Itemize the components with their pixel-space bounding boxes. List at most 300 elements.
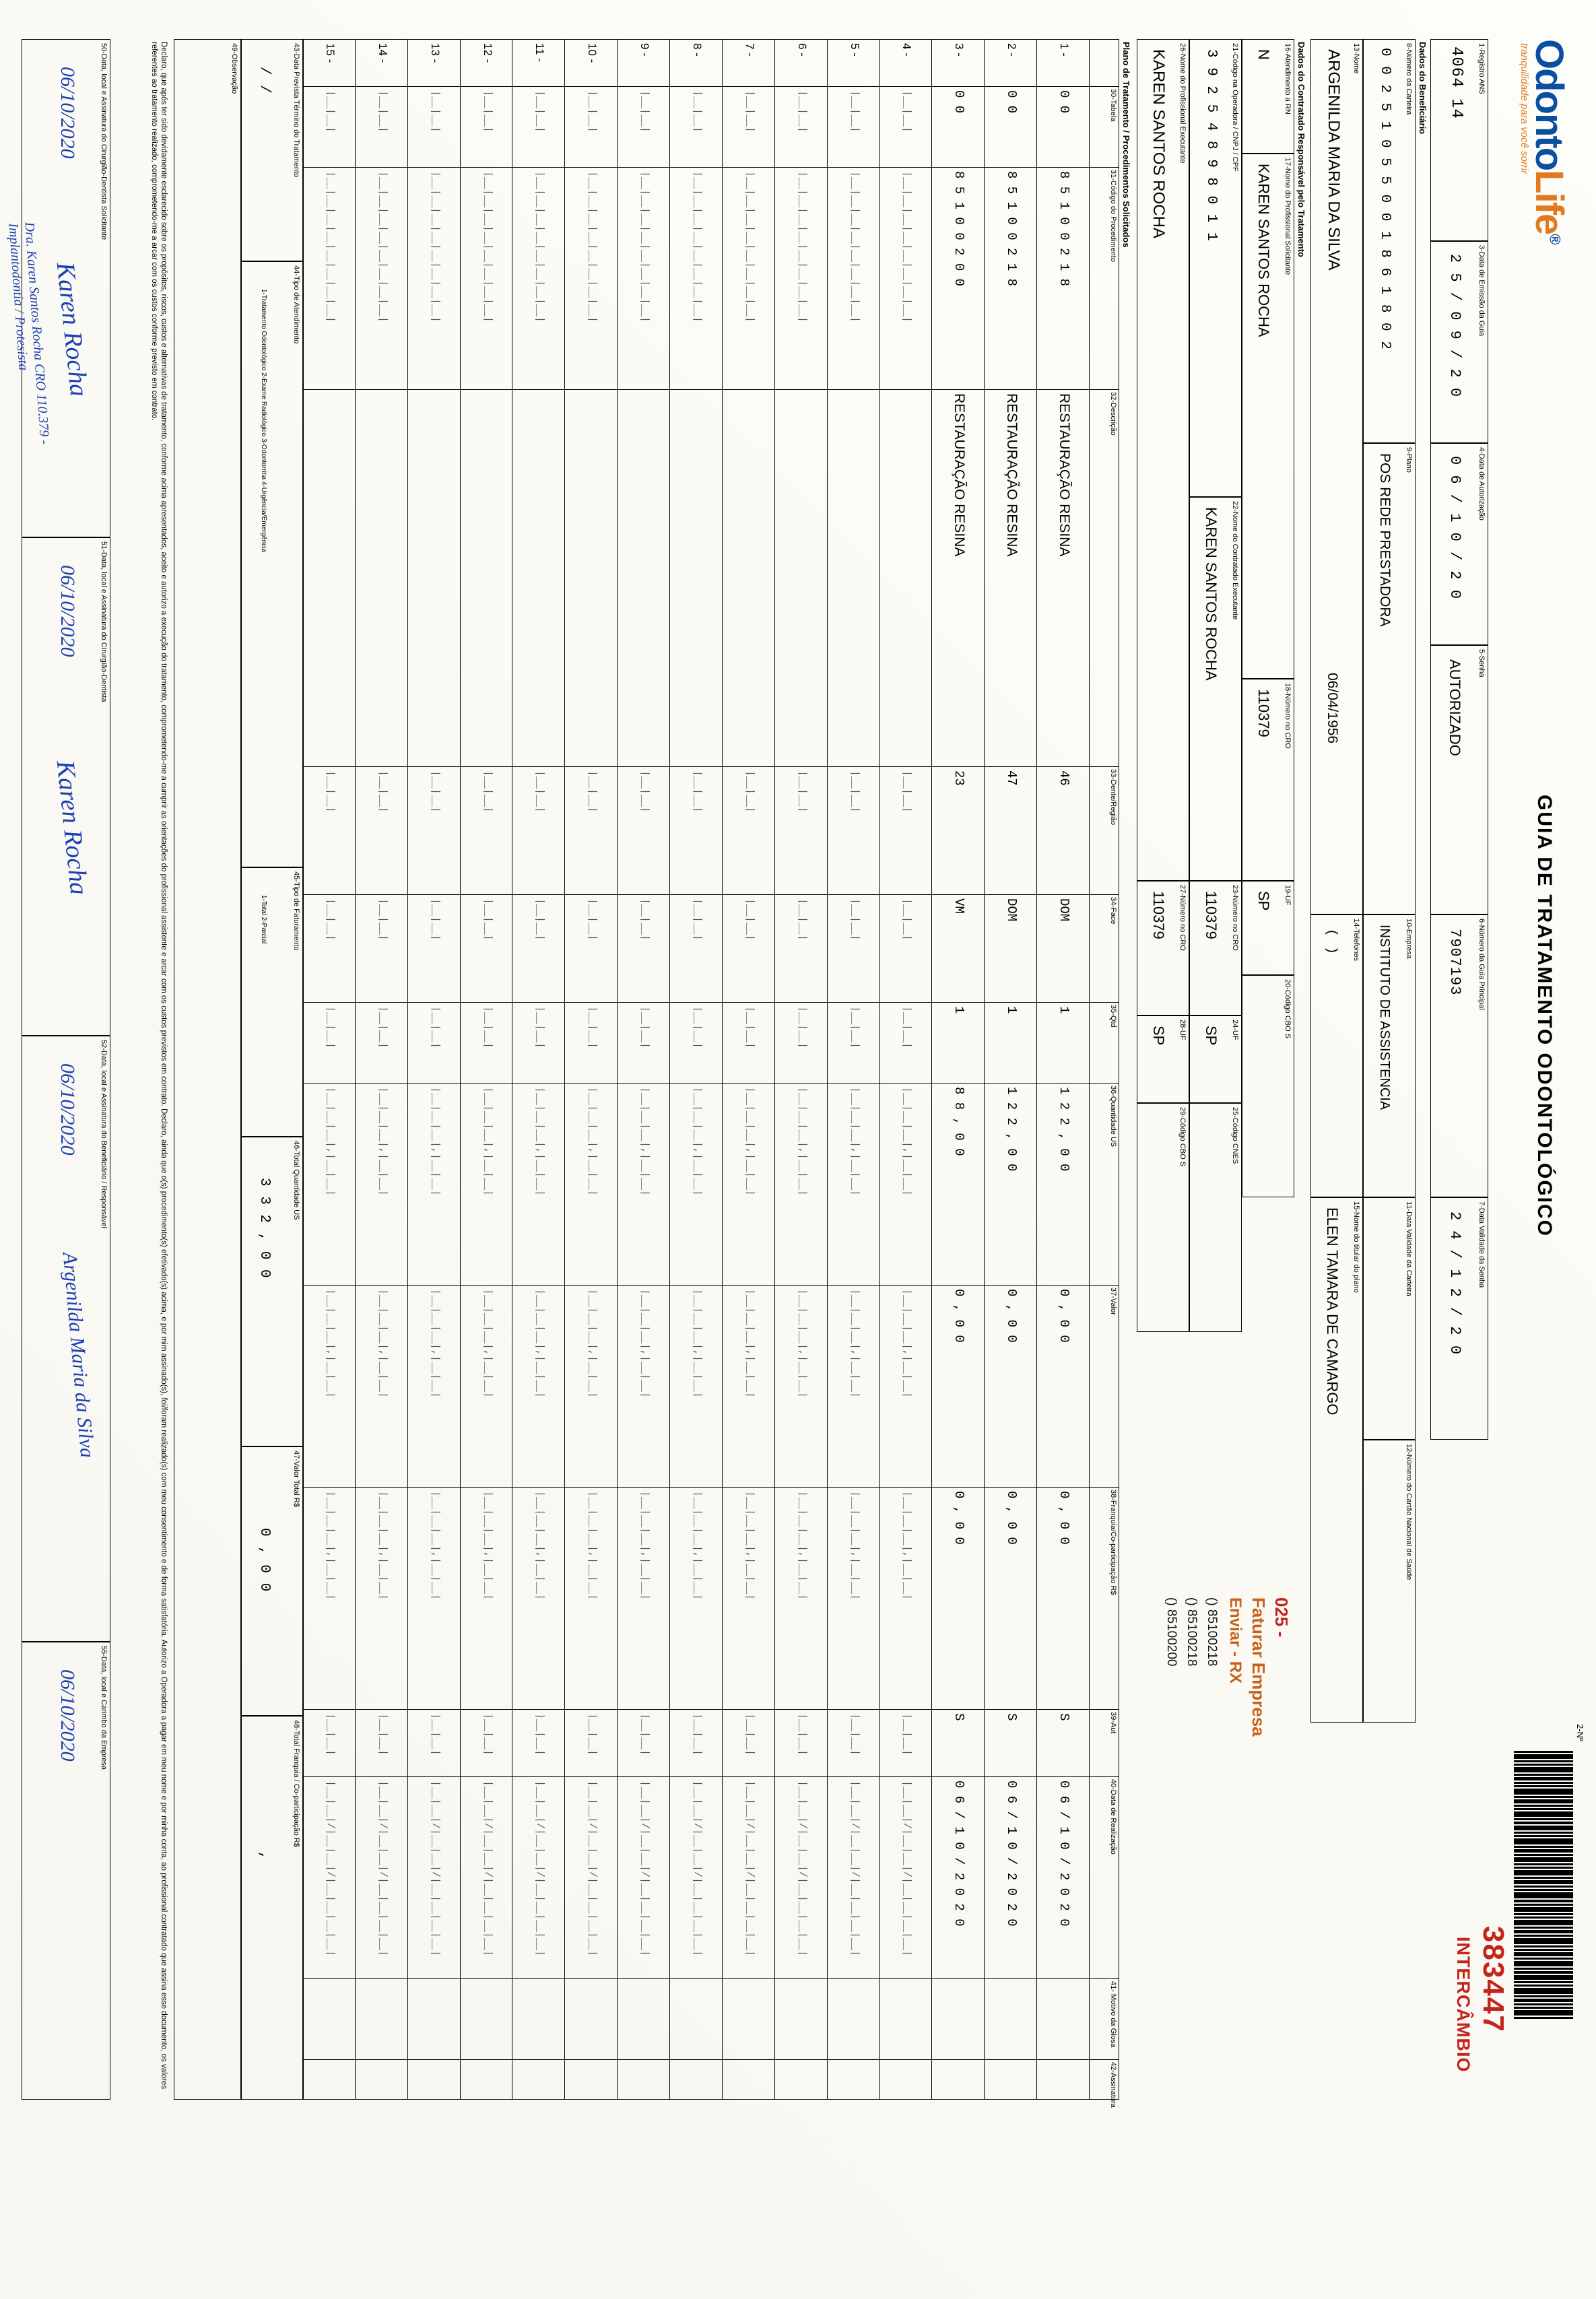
table-cell[interactable]: 14 - — [376, 43, 389, 63]
table-cell[interactable] — [583, 2063, 600, 2096]
field-23-numero-cro[interactable] — [1189, 881, 1242, 1015]
table-cell[interactable]: |__|__|__|__|__|__|__|__| — [534, 171, 546, 323]
field-8-value: 0 0 2 5 1 0 5 5 0 0 1 8 6 1 8 0 2 — [1377, 48, 1393, 350]
field-4-data-autorizacao[interactable] — [1430, 443, 1488, 645]
table-cell[interactable]: 47 — [1004, 770, 1020, 786]
intercambio-label: INTERCÂMBIO — [1453, 1937, 1473, 2073]
table-cell[interactable]: |__|__| — [324, 770, 336, 813]
table-cell[interactable]: |__|__| — [481, 90, 494, 133]
table-col-header: 34-Face — [1109, 897, 1117, 925]
table-cell[interactable]: |__|__|__|,|__|__| — [376, 1491, 389, 1601]
table-cell[interactable]: 1 - — [1058, 43, 1071, 57]
barcode — [1514, 1751, 1573, 2128]
brand-logo: OdontoLife® tranquilidade para você sorrir — [1519, 39, 1571, 244]
table-cell[interactable]: |__|__| — [849, 90, 861, 133]
table-cell[interactable] — [1055, 2063, 1072, 2096]
table-cell[interactable] — [426, 1983, 443, 2055]
field-18-value: 110379 — [1255, 689, 1272, 737]
table-cell[interactable] — [635, 1983, 653, 2055]
field-44-tipo-atendimento[interactable] — [241, 261, 303, 867]
table-cell[interactable]: 0 0 — [952, 90, 967, 114]
table-cell[interactable] — [740, 1983, 758, 2055]
field-48-label: 48-Total Franquia / Co-participação R$ — [292, 1720, 300, 1847]
table-cell[interactable]: 0 , 0 0 — [1004, 1491, 1020, 1545]
table-cell[interactable]: |__|__|__|,|__|__| — [534, 1289, 546, 1399]
table-cell[interactable] — [321, 1983, 338, 2055]
table-cell[interactable]: |__|__|__|,|__|__| — [587, 1491, 599, 1601]
field-17-value: KAREN SANTOS ROCHA — [1255, 164, 1272, 337]
field-24-uf[interactable] — [1189, 1015, 1242, 1103]
field-3-data-emissao[interactable] — [1430, 241, 1488, 443]
field-49-observacao[interactable] — [174, 39, 241, 2100]
table-cell[interactable] — [373, 393, 391, 762]
table-cell[interactable]: |__|__|__|,|__|__| — [481, 1491, 494, 1601]
table-cell[interactable]: 0 , 0 0 — [952, 1289, 967, 1343]
table-cell[interactable] — [583, 1983, 600, 2055]
table-cell[interactable]: |__|__|/|__|__|/|__|__|__|__| — [481, 1780, 494, 1957]
table-cell[interactable]: |__|__| — [639, 1713, 651, 1756]
table-cell[interactable]: |__|__| — [481, 898, 494, 941]
table-cell[interactable] — [950, 1983, 967, 2055]
field-43-data-termino[interactable] — [241, 39, 303, 261]
field-22-value: KAREN SANTOS ROCHA — [1203, 507, 1220, 681]
table-cell[interactable]: |__|__|__|,|__|__| — [849, 1087, 861, 1197]
field-13-label: 13-Nome — [1352, 43, 1360, 74]
table-cell[interactable]: |__|__| — [534, 898, 546, 941]
table-cell[interactable]: |__|__| — [849, 1006, 861, 1049]
field-15-label: 15-Nome do titular do plano — [1352, 1201, 1360, 1293]
table-cell[interactable]: 6 - — [795, 43, 809, 57]
table-cell[interactable] — [793, 393, 810, 762]
table-cell[interactable]: 8 - — [691, 43, 704, 57]
table-cell[interactable]: 1 — [1004, 1006, 1020, 1014]
field-17-profissional-solicitante[interactable] — [1242, 154, 1294, 679]
field-21-value: 3 9 2 5 4 8 9 8 0 1 1 — [1203, 49, 1219, 242]
table-cell[interactable]: 11 - — [533, 43, 547, 63]
table-cell[interactable]: |__|__|__|__|__|__|__|__| — [692, 171, 703, 323]
field-11-validade-carteira[interactable] — [1363, 1197, 1416, 1440]
field-9-plano[interactable] — [1363, 443, 1416, 914]
table-cell[interactable] — [740, 2063, 758, 2096]
table-cell[interactable] — [321, 2063, 338, 2096]
field-1-registro-ans[interactable] — [1430, 39, 1488, 241]
table-cell[interactable]: 0 0 — [1057, 90, 1072, 114]
table-col-header: 33-Dente/Região — [1109, 769, 1117, 826]
table-cell[interactable]: |__|__| — [796, 1713, 808, 1756]
field-6-numero-guia-principal[interactable] — [1430, 914, 1488, 1197]
table-cell[interactable] — [426, 2063, 443, 2096]
table-cell[interactable]: |__|__| — [481, 1006, 494, 1049]
field-51-assinatura-dentista[interactable] — [22, 537, 110, 1036]
table-cell[interactable]: |__|__| — [796, 898, 808, 941]
table-cell[interactable]: |__|__|__|__|__|__|__|__| — [849, 171, 861, 323]
table-cell[interactable]: |__|__| — [376, 898, 389, 941]
table-cell[interactable] — [845, 1983, 863, 2055]
table-cell[interactable]: RESTAURAÇÃO RESINA — [1004, 393, 1020, 557]
table-cell[interactable]: RESTAURAÇÃO RESINA — [952, 393, 968, 557]
table-cell[interactable] — [321, 393, 338, 762]
annotation-line1: Faturar Empresa — [1249, 1597, 1269, 1737]
table-cell[interactable] — [740, 393, 758, 762]
table-cell[interactable]: |__|__| — [796, 90, 808, 133]
table-cell[interactable]: |__|__| — [534, 1006, 546, 1049]
table-cell[interactable]: |__|__|/|__|__|/|__|__|__|__| — [324, 1780, 336, 1957]
table-cell[interactable] — [373, 1983, 391, 2055]
table-cell[interactable]: |__|__|__|,|__|__| — [429, 1491, 441, 1601]
table-cell[interactable]: |__|__|/|__|__|/|__|__|__|__| — [376, 1780, 389, 1957]
table-cell[interactable]: |__|__|__|,|__|__| — [324, 1289, 336, 1399]
table-cell[interactable]: 12 - — [481, 43, 494, 63]
table-cell[interactable]: 1 2 2 , 0 0 — [1057, 1087, 1072, 1172]
field-29-label: 29-Código CBO S — [1178, 1107, 1187, 1167]
table-cell[interactable]: |__|__|__|__|__|__|__|__| — [376, 171, 389, 323]
table-cell[interactable]: |__|__| — [692, 770, 703, 813]
table-cell[interactable]: |__|__|__|,|__|__| — [534, 1491, 546, 1601]
table-cell[interactable]: |__|__| — [429, 90, 441, 133]
table-cell[interactable]: |__|__|__|,|__|__| — [324, 1491, 336, 1601]
table-cell[interactable]: |__|__| — [534, 1713, 546, 1756]
field-29-codigo-cbo[interactable] — [1137, 1103, 1189, 1332]
field-50-label: 50-Data, local e Assinatura do Cirurgião-Dentista Solicitante — [100, 43, 108, 240]
table-cell[interactable]: |__|__|/|__|__|/|__|__|__|__| — [587, 1780, 599, 1957]
table-cell[interactable]: 46 — [1057, 770, 1072, 786]
table-cell[interactable]: |__|__| — [692, 1006, 703, 1049]
field-7-value: 2 4 / 1 2 / 2 0 — [1447, 1211, 1463, 1356]
table-cell[interactable]: |__|__|__|,|__|__| — [849, 1289, 861, 1399]
field-19-uf[interactable] — [1242, 881, 1294, 975]
annotation-line3: () 85100218 — [1205, 1597, 1219, 1667]
table-cell[interactable]: DOM — [1004, 898, 1020, 922]
table-cell[interactable] — [688, 1983, 705, 2055]
table-cell[interactable]: |__|__|__|,|__|__| — [639, 1491, 651, 1601]
table-cell[interactable]: |__|__|/|__|__|/|__|__|__|__| — [849, 1780, 861, 1957]
field-18-numero-cro[interactable] — [1242, 679, 1294, 881]
table-col-divider — [303, 86, 1119, 87]
table-cell[interactable]: |__|__|__|,|__|__| — [796, 1491, 808, 1601]
table-cell[interactable]: |__|__|__|__|__|__|__|__| — [743, 171, 756, 323]
table-cell[interactable]: |__|__| — [692, 90, 703, 133]
table-cell[interactable]: |__|__| — [376, 1713, 389, 1756]
field-15-titular-plano[interactable] — [1310, 1197, 1363, 1723]
table-cell[interactable]: 0 , 0 0 — [1004, 1289, 1020, 1343]
table-cell[interactable]: |__|__|__|__|__|__|__|__| — [429, 171, 441, 323]
field-16-atendimento-rn[interactable] — [1242, 39, 1294, 154]
table-cell[interactable]: |__|__|__|,|__|__| — [901, 1491, 913, 1601]
table-cell[interactable]: 2 - — [1005, 43, 1019, 57]
field-24-value: SP — [1203, 1026, 1220, 1046]
table-cell[interactable]: 0 , 0 0 — [1057, 1491, 1072, 1545]
table-cell[interactable]: |__|__| — [481, 1713, 494, 1756]
field-52-value: 06/10/2020 — [57, 1063, 79, 1156]
table-cell[interactable]: |__|__|__|,|__|__| — [587, 1289, 599, 1399]
table-cell[interactable]: |__|__|__|,|__|__| — [796, 1087, 808, 1197]
table-cell[interactable]: 13 - — [428, 43, 442, 63]
table-cell[interactable]: |__|__|__|,|__|__| — [481, 1289, 494, 1399]
field-51-label: 51-Data, local e Assinatura do Cirurgião-Dentista — [100, 541, 108, 702]
table-cell[interactable]: |__|__|/|__|__|/|__|__|__|__| — [639, 1780, 651, 1957]
table-cell[interactable]: |__|__| — [796, 770, 808, 813]
table-cell[interactable]: 8 5 1 0 0 2 1 8 — [1004, 171, 1020, 287]
field-4-value: 0 6 / 1 0 / 2 0 — [1447, 456, 1463, 600]
table-cell[interactable]: 0 0 — [1004, 90, 1020, 114]
table-cell[interactable]: |__|__| — [376, 1006, 389, 1049]
table-cell[interactable] — [897, 1983, 915, 2055]
field-13-birthdate: 06/04/1956 — [1325, 673, 1340, 744]
field-5-senha[interactable] — [1430, 645, 1488, 914]
table-cell[interactable]: |__|__| — [429, 1713, 441, 1756]
table-cell[interactable] — [478, 2063, 496, 2096]
field-25-codigo-cnes[interactable] — [1189, 1103, 1242, 1332]
section-beneficiario-label: Dados do Beneficiário — [1418, 42, 1428, 135]
table-cell[interactable]: |__|__| — [587, 1006, 599, 1049]
table-cell[interactable]: S — [952, 1713, 967, 1721]
table-cell[interactable]: |__|__|__|,|__|__| — [481, 1087, 494, 1197]
table-cell[interactable] — [478, 393, 496, 762]
field-55-carimbo-empresa[interactable] — [22, 1642, 110, 2100]
table-cell[interactable]: |__|__| — [534, 770, 546, 813]
table-cell[interactable]: 7 - — [743, 43, 756, 57]
table-cell[interactable] — [1055, 1983, 1072, 2055]
table-cell[interactable]: |__|__|__|__|__|__|__|__| — [587, 171, 599, 323]
table-cell[interactable]: |__|__|/|__|__|/|__|__|__|__| — [534, 1780, 546, 1957]
table-cell[interactable] — [478, 1983, 496, 2055]
table-cell[interactable]: |__|__|__|__|__|__|__|__| — [796, 171, 808, 323]
table-cell[interactable]: |__|__| — [743, 770, 756, 813]
table-cell[interactable] — [530, 393, 547, 762]
table-cell[interactable]: |__|__| — [849, 770, 861, 813]
annotation-line2: Enviar - RX — [1226, 1597, 1244, 1684]
table-cell[interactable]: |__|__|__|,|__|__| — [743, 1289, 756, 1399]
table-col-divider — [303, 1083, 1119, 1084]
field-8-label: 8-Número da Carteira — [1405, 43, 1413, 115]
annotation-line5: () 85100200 — [1164, 1597, 1178, 1667]
field-23-value: 110379 — [1203, 891, 1220, 939]
table-cell[interactable] — [950, 2063, 967, 2096]
table-cell[interactable]: |__|__| — [901, 898, 913, 941]
table-cell[interactable]: |__|__| — [639, 1006, 651, 1049]
table-cell[interactable]: |__|__|__|,|__|__| — [901, 1289, 913, 1399]
table-cell[interactable]: |__|__|/|__|__|/|__|__|__|__| — [429, 1780, 441, 1957]
table-cell[interactable] — [635, 2063, 653, 2096]
section-contratado-label: Dados do Contratado Responsável pelo Tratamento — [1296, 42, 1306, 257]
table-cell[interactable]: 0 , 0 0 — [1057, 1289, 1072, 1343]
table-cell[interactable]: |__|__|__|,|__|__| — [692, 1087, 703, 1197]
table-cell[interactable]: |__|__| — [743, 898, 756, 941]
table-cell[interactable]: |__|__|__|__|__|__|__|__| — [901, 171, 913, 323]
table-cell[interactable]: 23 — [952, 770, 967, 786]
table-cell[interactable]: |__|__| — [849, 898, 861, 941]
table-cell[interactable]: |__|__|__|__|__|__|__|__| — [639, 171, 651, 323]
table-cell[interactable] — [897, 2063, 915, 2096]
table-cell[interactable]: |__|__|__|__|__|__|__|__| — [324, 171, 336, 323]
table-cell[interactable]: |__|__| — [481, 770, 494, 813]
field-20-codigo-cbo[interactable] — [1242, 975, 1294, 1197]
table-cell[interactable]: |__|__|__|,|__|__| — [692, 1289, 703, 1399]
table-cell[interactable]: |__|__|__|,|__|__| — [639, 1087, 651, 1197]
table-cell[interactable]: 0 6 / 1 0 / 2 0 2 0 — [1004, 1780, 1020, 1927]
table-col-divider — [303, 1709, 1119, 1710]
table-cell[interactable] — [793, 2063, 810, 2096]
field-1-value: 4064 14 — [1447, 46, 1465, 119]
field-46-total-quantidade-us[interactable] — [241, 1137, 303, 1446]
field-7-data-validade-senha[interactable] — [1430, 1197, 1488, 1440]
table-cell[interactable]: 1 2 2 , 0 0 — [1004, 1087, 1020, 1172]
field-16-label: 16-Atendimento a RN — [1284, 43, 1292, 114]
table-cell[interactable]: |__|__| — [639, 898, 651, 941]
table-row-divider — [931, 39, 932, 2100]
table-cell[interactable]: |__|__| — [901, 1006, 913, 1049]
table-cell[interactable]: |__|__| — [324, 1006, 336, 1049]
table-cell[interactable]: |__|__| — [429, 1006, 441, 1049]
field-27-numero-cro[interactable] — [1137, 881, 1189, 1015]
field-52-label: 52-Data, local e Assinatura do Beneficiário / Responsável — [100, 1040, 108, 1229]
table-cell[interactable] — [635, 393, 653, 762]
annotation-line4: () 85100218 — [1185, 1597, 1199, 1667]
table-cell[interactable] — [688, 2063, 705, 2096]
table-cell[interactable] — [1002, 1983, 1020, 2055]
table-cell[interactable]: |__|__|/|__|__|/|__|__|__|__| — [796, 1780, 808, 1957]
table-cell[interactable]: |__|__| — [743, 90, 756, 133]
field-26-label: 26-Nome do Profissional Executante — [1178, 43, 1187, 164]
field-5-value: AUTORIZADO — [1447, 659, 1463, 756]
field-45-tipo-faturamento[interactable] — [241, 867, 303, 1137]
table-row-divider — [722, 39, 723, 2100]
table-cell[interactable]: |__|__|__|,|__|__| — [534, 1087, 546, 1197]
section-plano-label: Plano de Tratamento / Procedimentos Solicitados — [1121, 42, 1131, 248]
table-cell[interactable]: |__|__| — [639, 90, 651, 133]
table-cell[interactable]: |__|__|__|,|__|__| — [376, 1087, 389, 1197]
table-cell[interactable] — [845, 2063, 863, 2096]
table-cell[interactable]: |__|__|__|,|__|__| — [376, 1289, 389, 1399]
table-cell[interactable]: |__|__| — [429, 770, 441, 813]
table-cell[interactable]: |__|__|__|,|__|__| — [849, 1491, 861, 1601]
table-cell[interactable]: |__|__| — [901, 90, 913, 133]
table-cell[interactable]: |__|__| — [587, 898, 599, 941]
table-cell[interactable]: |__|__| — [324, 898, 336, 941]
table-cell[interactable]: |__|__| — [849, 1713, 861, 1756]
table-cell[interactable]: |__|__| — [587, 1713, 599, 1756]
table-cell[interactable]: |__|__|__|,|__|__| — [429, 1087, 441, 1197]
table-cell[interactable]: 10 - — [586, 43, 599, 63]
field-14-telefones[interactable] — [1310, 914, 1363, 1197]
table-cell[interactable]: |__|__| — [534, 90, 546, 133]
table-cell[interactable]: 8 8 , 0 0 — [952, 1087, 967, 1156]
table-cell[interactable]: |__|__| — [587, 770, 599, 813]
field-45-options: 1-Total 2-Parcial — [260, 895, 267, 944]
field-12-cartao-nacional-saude[interactable] — [1363, 1440, 1416, 1723]
table-cell[interactable]: 15 - — [323, 43, 337, 63]
table-cell[interactable]: RESTAURAÇÃO RESINA — [1057, 393, 1073, 557]
table-cell[interactable]: |__|__| — [692, 1713, 703, 1756]
field-52-assinatura-beneficiario[interactable] — [22, 1036, 110, 1642]
table-cell[interactable] — [845, 393, 863, 762]
table-cell[interactable]: |__|__| — [692, 898, 703, 941]
field-21-codigo-operadora[interactable] — [1189, 39, 1242, 497]
table-cell[interactable]: |__|__|__|,|__|__| — [639, 1289, 651, 1399]
table-cell[interactable]: 9 - — [638, 43, 652, 57]
table-cell[interactable]: |__|__|__|__|__|__|__|__| — [481, 171, 494, 323]
table-cell[interactable]: 0 6 / 1 0 / 2 0 2 0 — [952, 1780, 967, 1927]
field-47-value: 0 , 0 0 — [257, 1528, 272, 1593]
table-cell[interactable]: S — [1004, 1713, 1020, 1721]
field-48-total-franquia[interactable] — [241, 1716, 303, 2100]
table-cell[interactable]: |__|__|__|,|__|__| — [324, 1087, 336, 1197]
table-cell[interactable]: |__|__| — [743, 1713, 756, 1756]
table-cell[interactable]: |__|__| — [324, 90, 336, 133]
field-47-label: 47-Valor Total R$ — [292, 1451, 300, 1507]
table-cell[interactable] — [530, 1983, 547, 2055]
table-cell[interactable]: 0 , 0 0 — [952, 1491, 967, 1545]
table-cell[interactable]: 1 — [1057, 1006, 1072, 1014]
table-cell[interactable] — [373, 2063, 391, 2096]
table-cell[interactable]: |__|__| — [901, 770, 913, 813]
table-cell[interactable]: S — [1057, 1713, 1072, 1721]
field-23-label: 23-Número no CRO — [1231, 885, 1239, 951]
table-cell[interactable]: |__|__| — [901, 1713, 913, 1756]
table-cell[interactable]: 8 5 1 0 0 2 0 0 — [952, 171, 967, 287]
field-43-label: 43-Data Prevista Término do Tratamento — [292, 43, 300, 178]
table-cell[interactable] — [583, 393, 600, 762]
field-13-value: ARGENILDA MARIA DA SILVA — [1325, 49, 1343, 271]
table-cell[interactable]: 4 - — [900, 43, 914, 57]
table-cell[interactable]: |__|__|/|__|__|/|__|__|__|__| — [901, 1780, 913, 1957]
field-47-valor-total[interactable] — [241, 1446, 303, 1716]
table-cell[interactable]: |__|__| — [324, 1713, 336, 1756]
table-cell[interactable]: |__|__| — [429, 898, 441, 941]
table-cell[interactable]: |__|__|__|,|__|__| — [429, 1289, 441, 1399]
field-26-profissional-executante[interactable] — [1137, 39, 1189, 881]
table-cell[interactable] — [793, 1983, 810, 2055]
table-cell[interactable]: |__|__|__|,|__|__| — [743, 1087, 756, 1197]
table-cell[interactable]: |__|__| — [376, 90, 389, 133]
table-cell[interactable]: 1 — [952, 1006, 967, 1014]
table-cell[interactable]: |__|__|/|__|__|/|__|__|__|__| — [743, 1780, 756, 1957]
table-cell[interactable]: |__|__| — [639, 770, 651, 813]
table-cell[interactable]: 3 - — [953, 43, 966, 57]
field-28-uf[interactable] — [1137, 1015, 1189, 1103]
field-10-value: INSTITUTO DE ASSISTENCIA — [1377, 925, 1392, 1110]
table-cell[interactable]: VM — [952, 898, 967, 914]
field-8-numero-carteira[interactable] — [1363, 39, 1416, 443]
table-col-divider — [303, 1002, 1119, 1003]
field-10-empresa[interactable] — [1363, 914, 1416, 1197]
table-cell[interactable] — [1002, 2063, 1020, 2096]
field-14-value: ( ) — [1323, 929, 1339, 956]
field-13-nome[interactable] — [1310, 39, 1363, 914]
table-cell[interactable]: DOM — [1057, 898, 1072, 922]
table-cell[interactable]: 8 5 1 0 0 2 1 8 — [1057, 171, 1072, 287]
table-cell[interactable]: |__|__|__|,|__|__| — [692, 1491, 703, 1601]
field-11-label: 11-Data Validade da Carteira — [1405, 1201, 1413, 1296]
table-cell[interactable]: |__|__| — [587, 90, 599, 133]
table-cell[interactable]: |__|__| — [376, 770, 389, 813]
table-cell[interactable]: 0 6 / 1 0 / 2 0 2 0 — [1057, 1780, 1072, 1927]
table-cell[interactable] — [530, 2063, 547, 2096]
table-cell[interactable]: |__|__|__|,|__|__| — [901, 1087, 913, 1197]
table-cell[interactable]: |__|__|__|,|__|__| — [587, 1087, 599, 1197]
table-cell[interactable]: |__|__|__|,|__|__| — [743, 1491, 756, 1601]
field-22-contratado-executante[interactable] — [1189, 497, 1242, 881]
table-cell[interactable] — [688, 393, 705, 762]
table-cell[interactable] — [426, 393, 443, 762]
table-cell[interactable]: |__|__|__|,|__|__| — [796, 1289, 808, 1399]
field-22-label: 22-Nome do Contratado Executante — [1231, 501, 1239, 620]
table-cell[interactable]: |__|__| — [743, 1006, 756, 1049]
table-cell[interactable]: 5 - — [848, 43, 861, 57]
table-cell[interactable]: |__|__| — [796, 1006, 808, 1049]
table-cell[interactable] — [897, 393, 915, 762]
table-cell[interactable]: |__|__|/|__|__|/|__|__|__|__| — [692, 1780, 703, 1957]
